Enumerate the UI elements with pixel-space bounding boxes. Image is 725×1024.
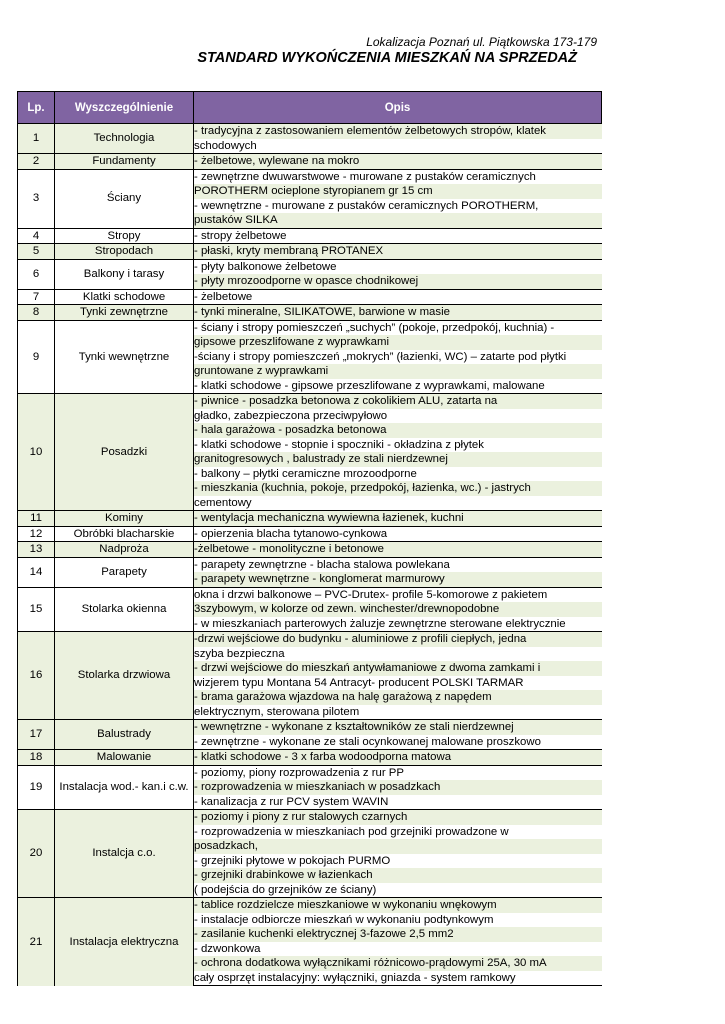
- row-description-line: - żelbetowe: [194, 289, 602, 305]
- table-row: [18, 898, 602, 913]
- row-item-name: Tynki wewnętrzne: [55, 320, 194, 394]
- row-item-name: Parapety: [55, 557, 194, 587]
- row-description-line: - grzejniki drabinkowe w łazienkach: [194, 868, 602, 883]
- row-item-name: Tynki zewnętrzne: [55, 305, 194, 321]
- row-description-line: -drzwi wejściowe do budynku - aluminiowe z profili ciepłych, jedna: [194, 632, 602, 647]
- column-header-lp: Lp.: [18, 92, 55, 124]
- row-description-line: - instalacje odbiorcze mieszkań w wykonaniu podtynkowym: [194, 913, 494, 926]
- row-description-line: - poziomy, piony rozprowadzenia z rur PP: [194, 765, 602, 780]
- row-item-name: Stolarka drzwiowa: [55, 632, 194, 720]
- row-description-line: granitogresowych , balustrady ze stali nierdzewnej: [194, 452, 602, 467]
- row-number: 11: [18, 511, 55, 527]
- row-description-line: elektrycznym, sterowana pilotem: [194, 705, 360, 718]
- row-description-line: - poziomy i piony z rur stalowych czarnych: [194, 810, 602, 825]
- row-number: 12: [18, 526, 55, 542]
- row-description-line: - drzwi wejściowe do mieszkań antywłamaniowe z dwoma zamkami i: [194, 661, 602, 676]
- row-number: 14: [18, 557, 55, 587]
- row-item-name: Posadzki: [55, 394, 194, 511]
- table-row: [18, 587, 602, 602]
- row-description-line: ( podejścia do grzejników ze ściany): [194, 883, 377, 896]
- row-description-line: - klatki schodowe - stopnie i spoczniki - okładzina z płytek: [194, 438, 484, 451]
- row-description-line: -żelbetowe - monolityczne i betonowe: [194, 542, 602, 558]
- table-row: [18, 720, 602, 735]
- row-description-line: - balkony – płytki ceramiczne mrozoodporne: [194, 467, 417, 480]
- row-description-line: - w mieszkaniach parterowych żaluzje zewnętrzne sterowane elektrycznie: [194, 617, 566, 630]
- row-item-name: Klatki schodowe: [55, 289, 194, 305]
- row-description-line: posadzkach,: [194, 839, 602, 854]
- table-row: [18, 289, 602, 305]
- row-description-line: - rozprowadzenia w mieszkaniach pod grzejniki prowadzone w: [194, 825, 509, 838]
- row-number: 21: [18, 898, 55, 986]
- row-description-line: - wewnętrzne - murowane z pustaków ceramicznych POROTHERM,: [194, 199, 539, 212]
- row-description-line: - żelbetowe, wylewane na mokro: [194, 154, 602, 170]
- row-number: 5: [18, 244, 55, 260]
- row-number: 20: [18, 810, 55, 898]
- row-description-line: cały osprzęt instalacyjny: wyłączniki, gniazda - system ramkowy: [194, 971, 602, 986]
- row-description-line: - tablice rozdzielcze mieszkaniowe w wykonaniu wnękowym: [194, 898, 602, 913]
- specification-table: [17, 91, 602, 986]
- row-item-name: Stropodach: [55, 244, 194, 260]
- document-title: STANDARD WYKOŃCZENIA MIESZKAŃ NA SPRZEDAŻ: [197, 50, 577, 66]
- row-description-line: - płaski, kryty membraną PROTANEX: [194, 244, 602, 260]
- row-item-name: Technologia: [55, 124, 194, 154]
- row-description-line: - parapety zewnętrzne - blacha stalowa powlekana: [194, 557, 602, 572]
- row-number: 3: [18, 169, 55, 228]
- row-item-name: Instalacja elektryczna: [55, 898, 194, 986]
- table-body: [18, 124, 602, 986]
- table-row: [18, 765, 602, 780]
- row-item-name: Malowanie: [55, 750, 194, 766]
- row-item-name: Nadproża: [55, 542, 194, 558]
- row-description-line: cementowy: [194, 496, 252, 509]
- row-description-line: - kanalizacja z rur PCV system WAVIN: [194, 795, 389, 808]
- table-row: [18, 244, 602, 260]
- table-row: [18, 750, 602, 766]
- row-number: 1: [18, 124, 55, 154]
- row-description-line: POROTHERM ocieplone styropianem gr 15 cm: [194, 184, 602, 199]
- row-item-name: Ściany: [55, 169, 194, 228]
- row-description-line: - tynki mineralne, SILIKATOWE, barwione w masie: [194, 305, 602, 321]
- table-row: [18, 169, 602, 184]
- row-item-name: Stolarka okienna: [55, 587, 194, 632]
- row-description-line: - zewnętrzne - wykonane ze stali ocynkowanej malowane proszkowo: [194, 735, 541, 748]
- table-row: [18, 632, 602, 647]
- table-row: [18, 511, 602, 527]
- row-description-line: pustaków SILKA: [194, 213, 602, 228]
- row-description-line: - wentylacja mechaniczna wywiewna łazienek, kuchni: [194, 511, 602, 527]
- row-description-line: - ochrona dodatkowa wyłącznikami różnicowo-prądowymi 25A, 30 mA: [194, 956, 602, 971]
- row-number: 17: [18, 720, 55, 750]
- row-description-line: schodowych: [194, 139, 257, 152]
- row-description-line: - dzwonkowa: [194, 942, 261, 955]
- table-row: [18, 810, 602, 825]
- row-description-line: -ściany i stropy pomieszczeń „mokrych” (łazienki, WC) – zatarte pod płytki: [194, 350, 567, 363]
- row-item-name: Balustrady: [55, 720, 194, 750]
- table-row: [18, 542, 602, 558]
- row-description-line: - opierzenia blacha tytanowo-cynkowa: [194, 526, 602, 542]
- row-item-name: Instalacja wod.- kan.i c.w.: [55, 765, 194, 810]
- row-number: 9: [18, 320, 55, 394]
- row-description-line: gipsowe przeszlifowane z wyprawkami: [194, 335, 602, 350]
- row-number: 18: [18, 750, 55, 766]
- row-item-name: Obróbki blacharskie: [55, 526, 194, 542]
- table-row: [18, 259, 602, 274]
- row-number: 19: [18, 765, 55, 810]
- row-number: 2: [18, 154, 55, 170]
- row-description-line: - zasilanie kuchenki elektrycznej 3-fazowe 2,5 mm2: [194, 927, 602, 942]
- table-header-row: [18, 92, 602, 124]
- row-description-line: - brama garażowa wjazdowa na halę garażową z napędem: [194, 690, 602, 705]
- row-description-line: - stropy żelbetowe: [194, 228, 602, 244]
- row-number: 8: [18, 305, 55, 321]
- row-description-line: szyba bezpieczna: [194, 647, 285, 660]
- row-description-line: - grzejniki płytowe w pokojach PURMO: [194, 854, 391, 867]
- row-item-name: Kominy: [55, 511, 194, 527]
- row-description-line: - wewnętrzne - wykonane z kształtowników ze stali nierdzewnej: [194, 720, 602, 735]
- row-item-name: Stropy: [55, 228, 194, 244]
- row-description-line: gładko, zabezpieczona przeciwpyłowo: [194, 409, 388, 422]
- row-description-line: - klatki schodowe - 3 x farba wodoodporna matowa: [194, 750, 602, 766]
- row-number: 6: [18, 259, 55, 289]
- row-number: 15: [18, 587, 55, 632]
- row-description-line: gruntowane z wyprawkami: [194, 364, 602, 379]
- row-item-name: Fundamenty: [55, 154, 194, 170]
- row-number: 10: [18, 394, 55, 511]
- row-item-name: Instalcja c.o.: [55, 810, 194, 898]
- row-description-line: - parapety wewnętrzne - konglomerat marmurowy: [194, 572, 602, 587]
- row-number: 13: [18, 542, 55, 558]
- table-row: [18, 124, 602, 139]
- column-header-item: Wyszczególnienie: [55, 92, 194, 124]
- row-number: 7: [18, 289, 55, 305]
- table-row: [18, 320, 602, 335]
- row-description-line: - piwnice - posadzka betonowa z cokolikiem ALU, zatarta na: [194, 394, 602, 409]
- row-description-line: - hala garażowa - posadzka betonowa: [194, 423, 602, 438]
- row-description-line: - płyty balkonowe żelbetowe: [194, 259, 602, 274]
- table-row: [18, 154, 602, 170]
- row-description-line: - płyty mrozoodporne w opasce chodnikowej: [194, 274, 602, 289]
- row-description-line: - klatki schodowe - gipsowe przeszlifowane z wyprawkami, malowane: [194, 379, 545, 392]
- table-row: [18, 228, 602, 244]
- column-header-desc: Opis: [194, 92, 602, 124]
- row-description-line: wizjerem typu Montana 54 Antracyt- producent POLSKI TARMAR: [194, 676, 524, 689]
- table-row: [18, 526, 602, 542]
- row-description-line: - rozprowadzenia w mieszkaniach w posadzkach: [194, 780, 602, 795]
- location-text: Lokalizacja Poznań ul. Piątkowska 173-179: [366, 35, 597, 49]
- table-row: [18, 557, 602, 572]
- row-number: 16: [18, 632, 55, 720]
- row-description-line: - tradycyjna z zastosowaniem elementów żelbetowych stropów, klatek: [194, 124, 602, 139]
- row-item-name: Balkony i tarasy: [55, 259, 194, 289]
- row-description-line: - mieszkania (kuchnia, pokoje, przedpokój, łazienka, wc.) - jastrych: [194, 481, 602, 496]
- row-description-line: - zewnętrzne dwuwarstwowe - murowane z pustaków ceramicznych: [194, 169, 602, 184]
- row-description-line: - ściany i stropy pomieszczeń „suchych” (pokoje, przedpokój, kuchnia) -: [194, 320, 602, 335]
- row-description-line: 3szybowym, w kolorze od zewn. winchester/drewnopodobne: [194, 602, 602, 617]
- row-description-line: okna i drzwi balkonowe – PVC-Drutex- profile 5-komorowe z pakietem: [194, 587, 602, 602]
- table-row: [18, 394, 602, 409]
- row-number: 4: [18, 228, 55, 244]
- table-row: [18, 305, 602, 321]
